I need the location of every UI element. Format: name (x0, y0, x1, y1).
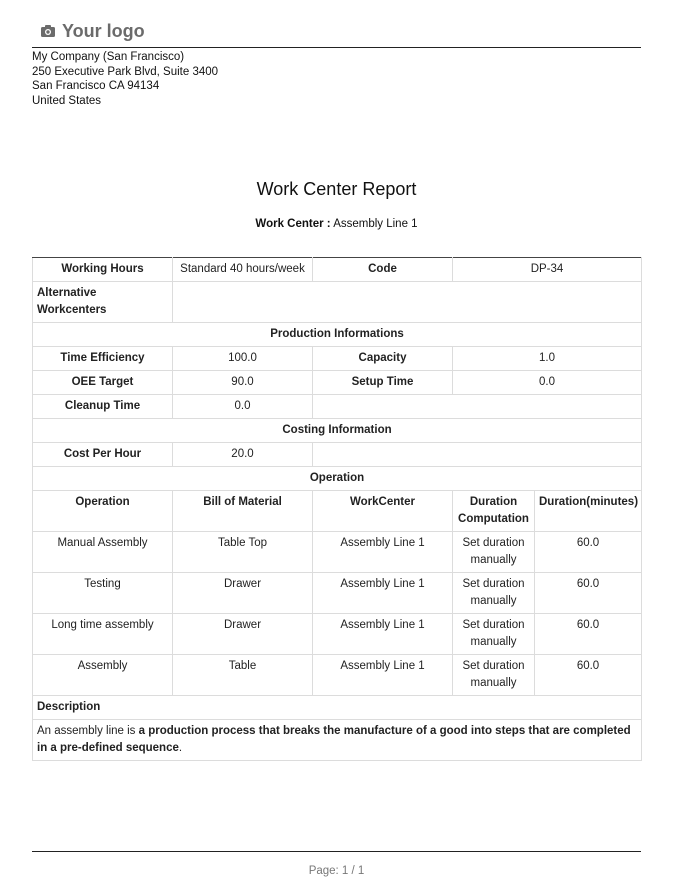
description-text (33, 720, 642, 761)
report-title: Work Center Report (256, 179, 417, 199)
capacity-label: Capacity (313, 347, 453, 371)
company-address (32, 50, 218, 108)
table-row (33, 532, 642, 573)
table-row (33, 573, 642, 614)
section-heading-row (33, 467, 642, 491)
alt-workcenters-label: Alternative Workcenters (33, 282, 173, 323)
operation-duration-minutes: 60.0 (535, 614, 642, 655)
operation-workcenter: Assembly Line 1 (313, 614, 453, 655)
page-number: Page: 1 / 1 (308, 865, 365, 877)
table-row (33, 258, 642, 282)
setup-time-label: Setup Time (313, 371, 453, 395)
description-label: Description (33, 696, 642, 720)
costing-heading: Costing Information (33, 419, 642, 443)
cleanup-time-label: Cleanup Time (33, 395, 173, 419)
cleanup-time-value: 0.0 (173, 395, 313, 419)
description-row (33, 720, 642, 761)
camera-icon (40, 23, 56, 39)
empty-cell (313, 395, 642, 419)
footer-divider (32, 851, 641, 852)
time-efficiency-value: 100.0 (173, 347, 313, 371)
description-bold: a production process that breaks the manufacture of a good into steps that are completed in a pre-defined sequence (37, 725, 631, 754)
operation-duration-computation: Set duration manually (453, 614, 535, 655)
operation-workcenter: Assembly Line 1 (313, 532, 453, 573)
column-header-duration-computation: Duration Computation (453, 491, 535, 532)
operation-workcenter: Assembly Line 1 (313, 655, 453, 696)
table-row (33, 282, 642, 323)
oee-target-label: OEE Target (33, 371, 173, 395)
table-row (33, 347, 642, 371)
table-row (33, 371, 642, 395)
operation-workcenter: Assembly Line 1 (313, 573, 453, 614)
workcenter-table (32, 257, 642, 761)
setup-time-value: 0.0 (453, 371, 642, 395)
production-heading: Production Informations (33, 323, 642, 347)
section-heading-row (33, 419, 642, 443)
operation-bom: Drawer (173, 614, 313, 655)
operation-duration-computation: Set duration manually (453, 573, 535, 614)
cost-per-hour-value: 20.0 (173, 443, 313, 467)
workcenter-value: Assembly Line 1 (333, 218, 418, 230)
operation-duration-minutes: 60.0 (535, 655, 642, 696)
operations-header-row (33, 491, 642, 532)
cost-per-hour-label: Cost Per Hour (33, 443, 173, 467)
oee-target-value: 90.0 (173, 371, 313, 395)
capacity-value: 1.0 (453, 347, 642, 371)
working-hours-value: Standard 40 hours/week (173, 258, 313, 282)
operation-bom: Drawer (173, 573, 313, 614)
operation-duration-computation: Set duration manually (453, 532, 535, 573)
table-row (33, 655, 642, 696)
time-efficiency-label: Time Efficiency (33, 347, 173, 371)
table-row (33, 443, 642, 467)
operations-heading: Operation (33, 467, 642, 491)
column-header-bom: Bill of Material (173, 491, 313, 532)
operation-duration-minutes: 60.0 (535, 532, 642, 573)
company-logo (40, 20, 145, 42)
workcenter-label: Work Center : (255, 218, 331, 230)
code-label: Code (313, 258, 453, 282)
company-name: My Company (San Francisco) (32, 51, 185, 63)
section-heading-row (33, 323, 642, 347)
operation-name: Assembly (33, 655, 173, 696)
column-header-operation: Operation (33, 491, 173, 532)
empty-cell (313, 443, 642, 467)
description-plain: An assembly line is (37, 725, 139, 737)
section-heading-row (33, 696, 642, 720)
alt-workcenters-value (173, 282, 642, 323)
report-subtitle (0, 218, 673, 230)
company-street: 250 Executive Park Blvd, Suite 3400 (32, 65, 219, 78)
operation-bom: Table (173, 655, 313, 696)
operation-name: Long time assembly (33, 614, 173, 655)
working-hours-label: Working Hours (33, 258, 173, 282)
description-end: . (178, 742, 183, 754)
table-row (33, 614, 642, 655)
operation-duration-minutes: 60.0 (535, 573, 642, 614)
company-country: United States (32, 94, 102, 107)
operation-name: Testing (33, 573, 173, 614)
column-header-duration-minutes: Duration(minutes) (535, 491, 642, 532)
company-city: San Francisco CA 94134 (32, 80, 160, 93)
logo-text: Your logo (62, 20, 145, 41)
code-value: DP-34 (453, 258, 642, 282)
column-header-workcenter: WorkCenter (313, 491, 453, 532)
header-divider (32, 47, 641, 48)
operation-duration-computation: Set duration manually (453, 655, 535, 696)
table-row (33, 395, 642, 419)
operation-bom: Table Top (173, 532, 313, 573)
operation-name: Manual Assembly (33, 532, 173, 573)
